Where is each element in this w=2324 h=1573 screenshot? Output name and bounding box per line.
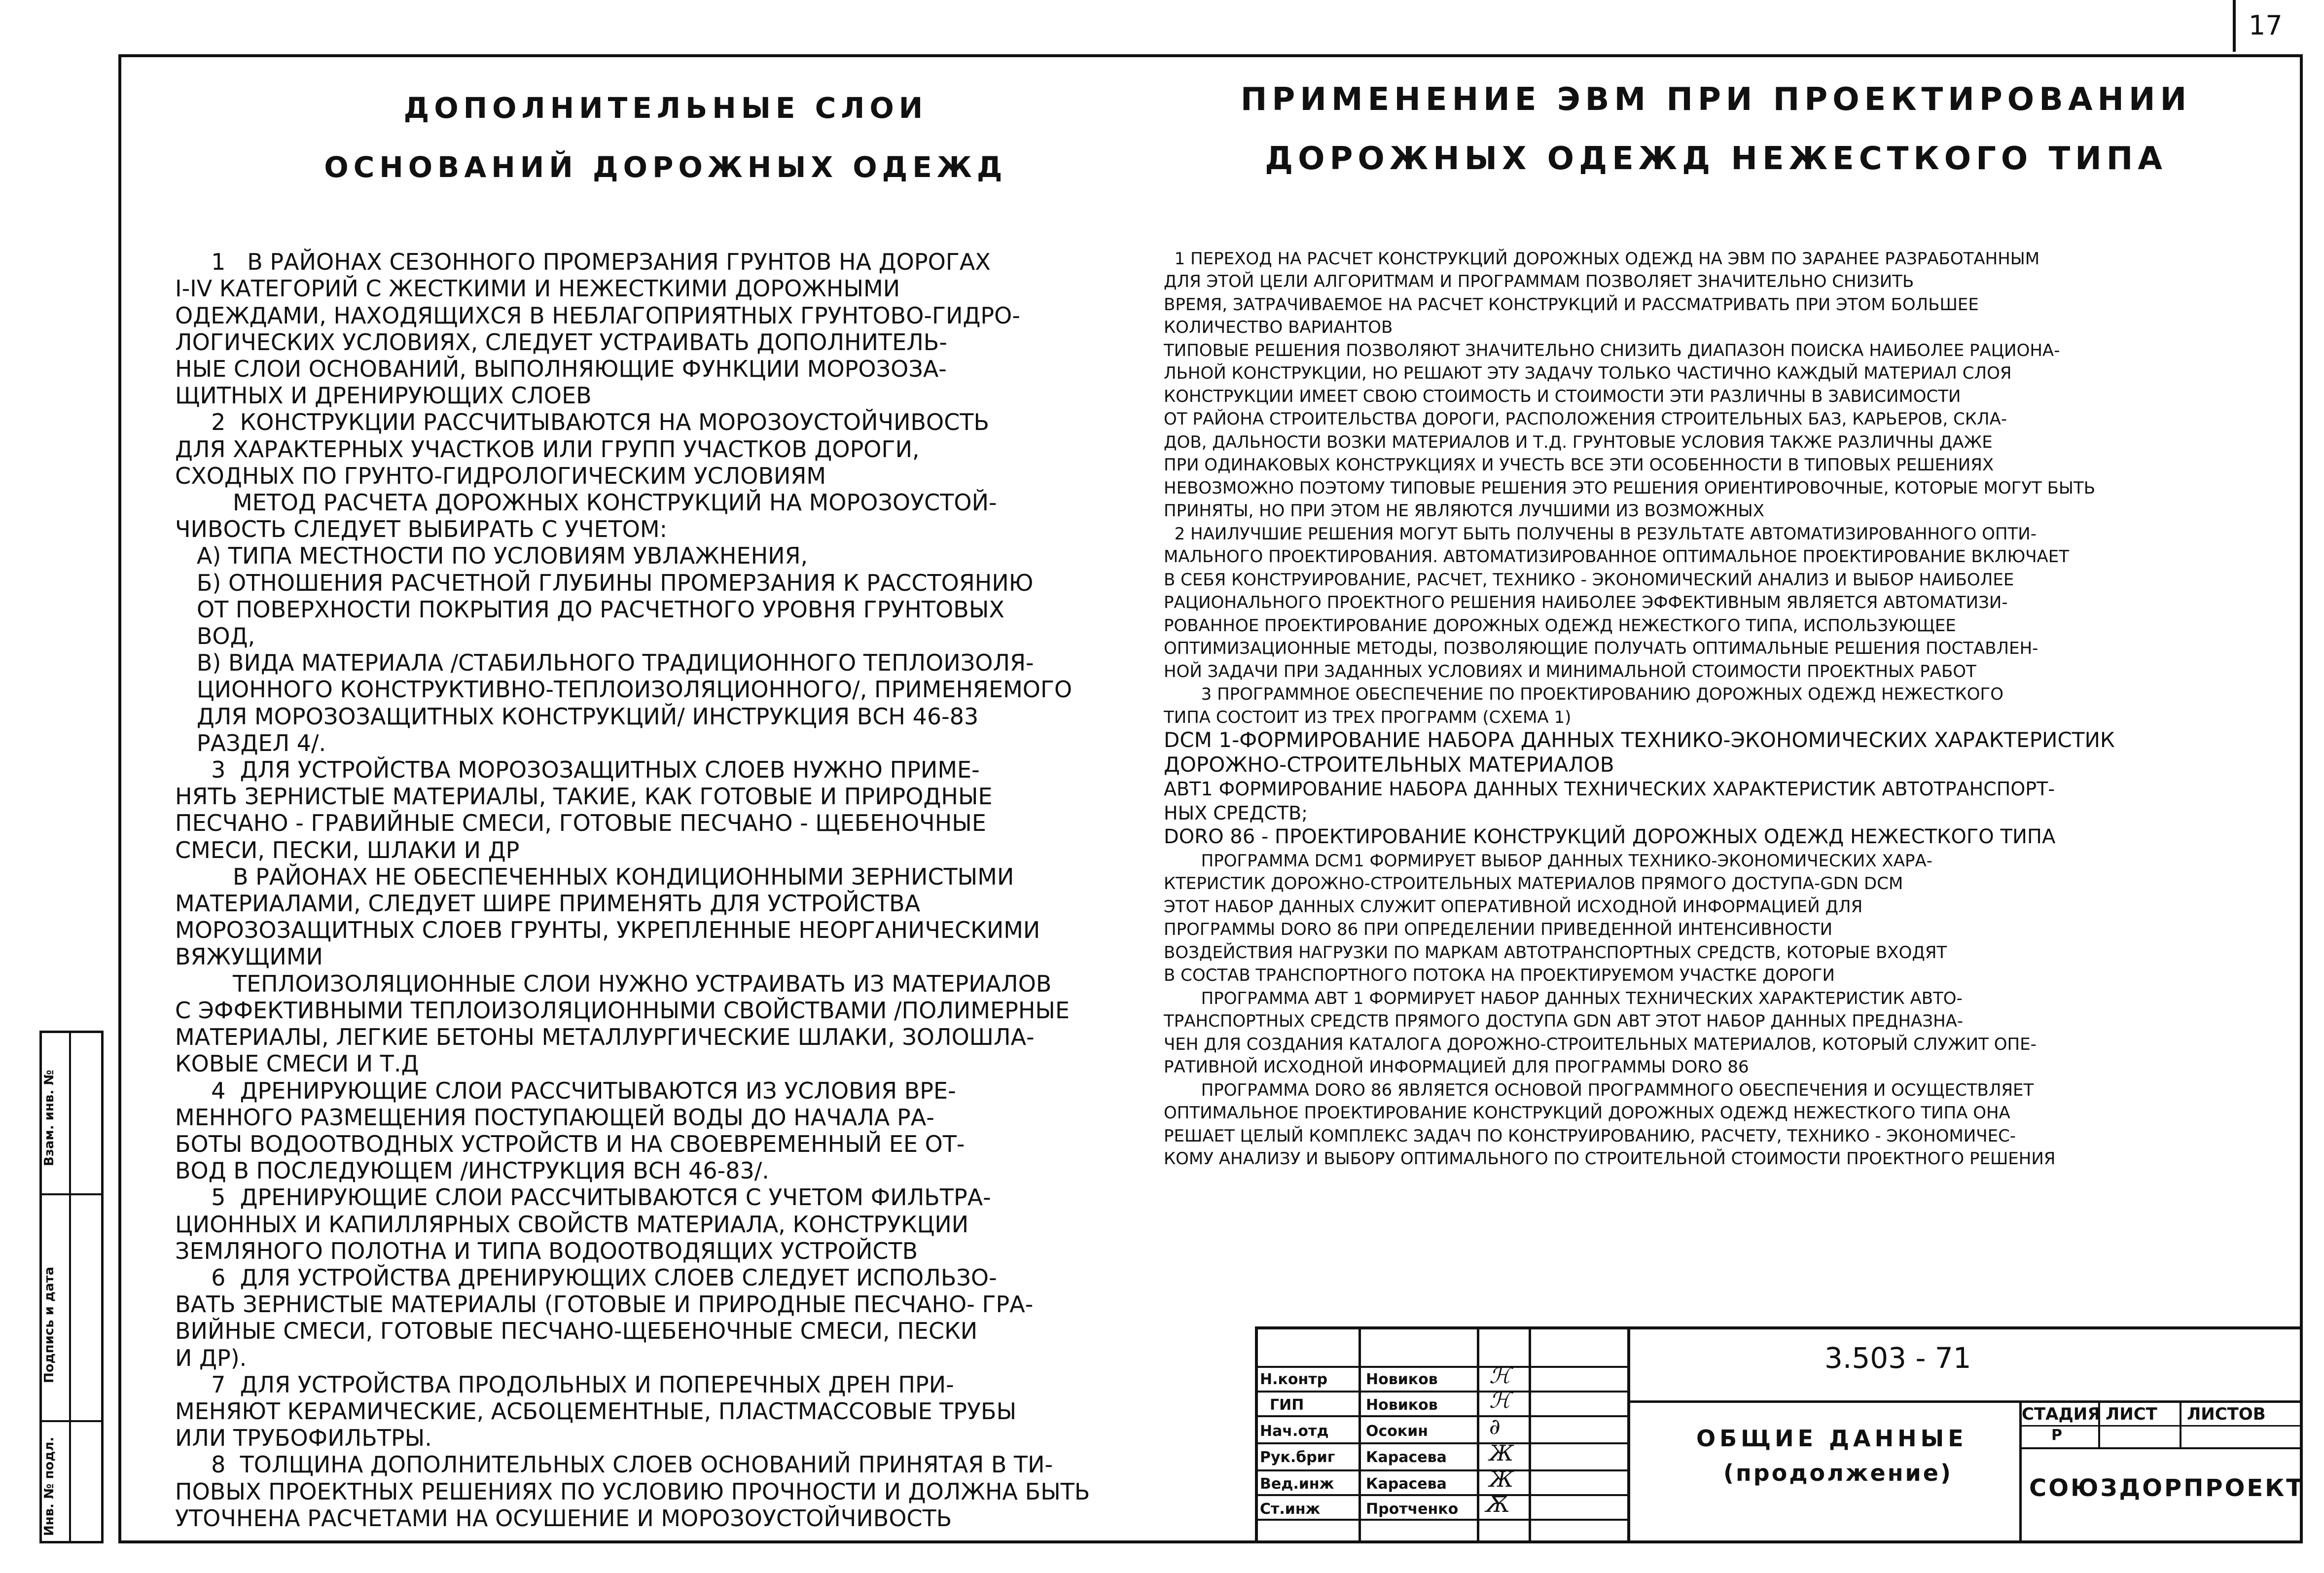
document-code: 3.503 - 71 bbox=[1824, 1341, 1971, 1375]
signature-mark: Ѫ bbox=[1484, 1492, 1509, 1517]
title-block-divider bbox=[1255, 1442, 1627, 1444]
document-title: ОБЩИЕ ДАННЫЕ bbox=[1696, 1425, 1967, 1452]
left-paragraph: 8 ТОЛЩИНА ДОПОЛНИТЕЛЬНЫХ СЛОЕВ ОСНОВАНИЙ ПРИНЯТАЯ В ТИ- ПОВЫХ ПРОЕКТНЫХ РЕШЕНИЯХ ПО УСЛОВИЮ ПРОЧНОСТИ И ДОЛЖНА БЫТЬ УТОЧНЕНА РАСЧЕТАМИ НА ОСУШЕНИЕ И МОРОЗОУСТОЙЧИВОСТЬ bbox=[175, 1451, 1090, 1532]
title-block-divider bbox=[1255, 1415, 1627, 1417]
title-block-divider bbox=[1255, 1469, 1627, 1471]
left-paragraph: В РАЙОНАХ НЕ ОБЕСПЕЧЕННЫХ КОНДИЦИОННЫМИ ЗЕРНИСТЫМИ МАТЕРИАЛАМИ, СЛЕДУЕТ ШИРЕ ПРИМЕНЯТЬ ДЛЯ УСТРОЙСТВА МОРОЗОЗАЩИТНЫХ СЛОЕВ ГРУНТЫ, УКРЕПЛЕННЫЕ НЕОРГАНИЧЕСКИМИ ВЯЖУЩИМИ bbox=[175, 863, 1040, 970]
signature-mark: Ж bbox=[1489, 1441, 1514, 1466]
signatory-role: Ст.инж bbox=[1260, 1501, 1321, 1518]
left-title-line2: ОСНОВАНИЙ ДОРОЖНЫХ ОДЕЖД bbox=[324, 150, 1007, 184]
right-title-line1: ПРИМЕНЕНИЕ ЭВМ ПРИ ПРОЕКТИРОВАНИИ bbox=[1240, 81, 2192, 118]
right-paragraph: DCM 1-ФОРМИРОВАНИЕ НАБОРА ДАННЫХ ТЕХНИКО-ЭКОНОМИЧЕСКИХ ХАРАКТЕРИСТИК ДОРОЖНО-СТРОИТЕЛЬНЫХ МАТЕРИАЛОВ bbox=[1164, 728, 2115, 777]
sheet-number: 17 bbox=[2249, 10, 2283, 41]
signatory-role: ГИП bbox=[1270, 1396, 1304, 1414]
title-block-divider bbox=[1255, 1391, 1627, 1393]
right-paragraph: 3 ПРОГРАММНОЕ ОБЕСПЕЧЕНИЕ ПО ПРОЕКТИРОВАНИЮ ДОРОЖНЫХ ОДЕЖД НЕЖЕСТКОГО ТИПА СОСТОИТ ИЗ ТРЕХ ПРОГРАММ (СХЕМА 1) bbox=[1164, 684, 2004, 727]
signatory-name: Осокин bbox=[1366, 1423, 1429, 1440]
right-paragraph: ПРОГРАММА ABT 1 ФОРМИРУЕТ НАБОР ДАННЫХ ТЕХНИЧЕСКИХ ХАРАКТЕРИСТИК АВТО- ТРАНСПОРТНЫХ СРЕДСТВ ПРЯМОГО ДОСТУПА GDN ABT ЭТОТ НАБОР ДАННЫХ ПРЕДНАЗНА- ЧЕН ДЛЯ СОЗДАНИЯ КАТАЛОГА ДОРОЖНО-СТРОИТЕЛЬНЫХ МАТЕРИАЛОВ, КОТОРЫЙ СЛУЖИТ ОПЕ- РАТИВНОЙ ИСХОДНОЙ ИНФОРМАЦИЕЙ ДЛЯ ПРОГРАММЫ DORO 86 bbox=[1164, 988, 2037, 1077]
stage-label: СТАДИЯ bbox=[2022, 1404, 2101, 1424]
right-paragraph: 2 НАИЛУЧШИЕ РЕШЕНИЯ МОГУТ БЫТЬ ПОЛУЧЕНЫ В РЕЗУЛЬТАТЕ АВТОМАТИЗИРОВАННОГО ОПТИ- МАЛЬНОГО ПРОЕКТИРОВАНИЯ. АВТОМАТИЗИРОВАННОЕ ОПТИМАЛЬНОЕ ПРОЕКТИРОВАНИЕ ВКЛЮЧАЕТ В СЕБЯ КОНСТРУИРОВАНИЕ, РАСЧЕТ, ТЕХНИКО - ЭКОНОМИЧЕСКИЙ АНАЛИЗ И ВЫБОР НАИБОЛЕЕ РАЦИОНАЛЬНОГО ПРОЕКТНОГО РЕШЕНИЯ НАИБОЛЕЕ ЭФФЕКТИВНЫМ ЯВЛЯЕТСЯ АВТОМАТИЗИ- РОВАННОЕ ПРОЕКТИРОВАНИЕ ДОРОЖНЫХ ОДЕЖД НЕЖЕСТКОГО ТИПА, ИСПОЛЬЗУЮЩЕЕ ОПТИМИЗАЦИОННЫЕ МЕТОДЫ, ПОЗВОЛЯЮЩИЕ ПОЛУЧАТЬ ОПТИМАЛЬНЫЕ РЕШЕНИЯ ПОСТАВЛЕН- НОЙ ЗАДАЧИ ПРИ ЗАДАННЫХ УСЛОВИЯХ И МИНИМАЛЬНОЙ СТОИМОСТИ ПРОЕКТНЫХ РАБОТ bbox=[1164, 524, 2070, 681]
title-block-divider bbox=[1255, 1494, 1627, 1496]
right-paragraph: DORO 86 - ПРОЕКТИРОВАНИЕ КОНСТРУКЦИЙ ДОРОЖНЫХ ОДЕЖД НЕЖЕСТКОГО ТИПА bbox=[1164, 825, 2056, 848]
signatory-role: Нач.отд bbox=[1260, 1423, 1329, 1440]
left-paragraph: 4 ДРЕНИРУЮЩИЕ СЛОИ РАССЧИТЫВАЮТСЯ ИЗ УСЛОВИЯ ВРЕ- МЕННОГО РАЗМЕЩЕНИЯ ПОСТУПАЮЩЕЙ ВОДЫ ДО НАЧАЛА РА- БОТЫ ВОДООТВОДНЫХ УСТРОЙСТВ И НА СВОЕВРЕМЕННЫЙ ЕЕ ОТ- ВОД В ПОСЛЕДУЮЩЕМ /ИНСТРУКЦИЯ ВСН 46-83/. bbox=[175, 1077, 965, 1184]
title-block-divider bbox=[1529, 1326, 1531, 1543]
left-body-text bbox=[175, 222, 1122, 1532]
signature-mark: Ж bbox=[1489, 1467, 1514, 1492]
organization-name: СОЮЗДОРПРОЕКТ bbox=[2029, 1474, 2305, 1502]
signatory-name: Карасева bbox=[1366, 1475, 1447, 1493]
signatory-name: Новиков bbox=[1366, 1396, 1438, 1414]
signature-mark: ℋ bbox=[1489, 1388, 1511, 1413]
left-paragraph: 3 ДЛЯ УСТРОЙСТВА МОРОЗОЗАЩИТНЫХ СЛОЕВ НУЖНО ПРИМЕ- НЯТЬ ЗЕРНИСТЫЕ МАТЕРИАЛЫ, ТАКИЕ, КАК ГОТОВЫЕ И ПРИРОДНЫЕ ПЕСЧАНО - ГРАВИЙНЫЕ СМЕСИ, ГОТОВЫЕ ПЕСЧАНО - ЩЕБЕНОЧНЫЕ СМЕСИ, ПЕСКИ, ШЛАКИ И ДР bbox=[175, 756, 993, 863]
sheet-label: ЛИСТ bbox=[2106, 1404, 2157, 1424]
signatory-name: Карасева bbox=[1366, 1449, 1447, 1466]
right-paragraph: ТИПОВЫЕ РЕШЕНИЯ ПОЗВОЛЯЮТ ЗНАЧИТЕЛЬНО СНИЗИТЬ ДИАПАЗОН ПОИСКА НАИБОЛЕЕ РАЦИОНА- ЛЬНОЙ КОНСТРУКЦИИ, НО РЕШАЮТ ЭТУ ЗАДАЧУ ТОЛЬКО ЧАСТИЧНО КАЖДЫЙ МАТЕРИАЛ СЛОЯ КОНСТРУКЦИИ ИМЕЕТ СВОЮ СТОИМОСТЬ И СТОИМОСТИ ЭТИ РАЗЛИЧНЫ В ЗАВИСИМОСТИ ОТ РАЙОНА СТРОИТЕЛЬСТВА ДОРОГИ, РАСПОЛОЖЕНИЯ СТРОИТЕЛЬНЫХ БАЗ, КАРЬЕРОВ, СКЛА- ДОВ, ДАЛЬНОСТИ ВОЗКИ МАТЕРИАЛОВ И Т.Д. ГРУНТОВЫЕ УСЛОВИЯ ТАКЖЕ РАЗЛИЧНЫ ДАЖЕ ПРИ ОДИНАКОВЫХ КОНСТРУКЦИЯХ И УЧЕСТЬ ВСЕ ЭТИ ОСОБЕННОСТИ В ТИПОВЫХ РЕШЕНИЯХ НЕВОЗМОЖНО ПОЭТОМУ ТИПОВЫЕ РЕШЕНИЯ ЭТО РЕШЕНИЯ ОРИЕНТИРОВОЧНЫЕ, КОТОРЫЕ МОГУТ БЫТЬ ПРИНЯТЫ, НО ПРИ ЭТОМ НЕ ЯВЛЯЮТСЯ ЛУЧШИМИ ИЗ ВОЗМОЖНЫХ bbox=[1164, 340, 2096, 521]
left-paragraph: 5 ДРЕНИРУЮЩИЕ СЛОИ РАССЧИТЫВАЮТСЯ С УЧЕТОМ ФИЛЬТРА- ЦИОННЫХ И КАПИЛЛЯРНЫХ СВОЙСТВ МАТЕРИАЛА, КОНСТРУКЦИИ ЗЕМЛЯНОГО ПОЛОТНА И ТИПА ВОДООТВОДЯЩИХ УСТРОЙСТВ bbox=[175, 1184, 991, 1264]
left-paragraph: 1 В РАЙОНАХ СЕЗОННОГО ПРОМЕРЗАНИЯ ГРУНТОВ НА ДОРОГАХ I-IV КАТЕГОРИЙ С ЖЕСТКИМИ И НЕЖЕСТКИМИ ДОРОЖНЫМИ ОДЕЖДАМИ, НАХОДЯЩИХСЯ В НЕБЛАГОПРИЯТНЫХ ГРУНТОВО-ГИДРО- ЛОГИЧЕСКИХ УСЛОВИЯХ, СЛЕДУЕТ УСТРАИВАТЬ ДОПОЛНИТЕЛЬ- НЫЕ СЛОИ ОСНОВАНИЙ, ВЫПОЛНЯЮЩИЕ ФУНКЦИИ МОРОЗОЗА- ЩИТНЫХ И ДРЕНИРУЮЩИХ СЛОЕВ bbox=[175, 249, 1020, 409]
title-block-divider bbox=[1627, 1400, 2303, 1403]
title-block-divider bbox=[2019, 1447, 2303, 1449]
side-stamp-divider bbox=[69, 1031, 71, 1543]
left-paragraph: 6 ДЛЯ УСТРОЙСТВА ДРЕНИРУЮЩИХ СЛОЕВ СЛЕДУЕТ ИСПОЛЬЗО- ВАТЬ ЗЕРНИСТЫЕ МАТЕРИАЛЫ (ГОТОВЫЕ И ПРИРОДНЫЕ ПЕСЧАНО- ГРА- ВИЙНЫЕ СМЕСИ, ГОТОВЫЕ ПЕСЧАНО-ЩЕБЕНОЧНЫЕ СМЕСИ, ПЕСКИ И ДР). bbox=[175, 1264, 1034, 1371]
signatory-name: Новиков bbox=[1366, 1371, 1438, 1388]
right-paragraph: ABT1 ФОРМИРОВАНИЕ НАБОРА ДАННЫХ ТЕХНИЧЕСКИХ ХАРАКТЕРИСТИК АВТОТРАНСПОРТ- НЫХ СРЕДСТВ; bbox=[1164, 778, 2055, 824]
signatory-name: Протченко bbox=[1366, 1501, 1459, 1518]
left-paragraph: ТЕПЛОИЗОЛЯЦИОННЫЕ СЛОИ НУЖНО УСТРАИВАТЬ ИЗ МАТЕРИАЛОВ С ЭФФЕКТИВНЫМИ ТЕПЛОИЗОЛЯЦИОННЫМИ СВОЙСТВАМИ /ПОЛИМЕРНЫЕ МАТЕРИАЛЫ, ЛЕГКИЕ БЕТОНЫ МЕТАЛЛУРГИЧЕСКИЕ ШЛАКИ, ЗОЛОШЛА- КОВЫЕ СМЕСИ И Т.Д bbox=[175, 970, 1070, 1077]
signature-mark: ∂ bbox=[1489, 1414, 1501, 1439]
signatory-role: Рук.бриг bbox=[1260, 1449, 1335, 1466]
right-paragraph: 1 ПЕРЕХОД НА РАСЧЕТ КОНСТРУКЦИЙ ДОРОЖНЫХ ОДЕЖД НА ЭВМ ПО ЗАРАНЕЕ РАЗРАБОТАННЫМ ДЛЯ ЭТОЙ ЦЕЛИ АЛГОРИТМАМ И ПРОГРАММАМ ПОЗВОЛЯЕТ ЗНАЧИТЕЛЬНО СНИЗИТЬ ВРЕМЯ, ЗАТРАЧИВАЕМОЕ НА РАСЧЕТ КОНСТРУКЦИЙ И РАССМАТРИВАТЬ ПРИ ЭТОМ БОЛЬШЕЕ КОЛИЧЕСТВО ВАРИАНТОВ bbox=[1164, 249, 2040, 337]
side-stamp-divider bbox=[39, 1193, 104, 1195]
left-paragraph: 2 КОНСТРУКЦИИ РАССЧИТЫВАЮТСЯ НА МОРОЗОУСТОЙЧИВОСТЬ ДЛЯ ХАРАКТЕРНЫХ УЧАСТКОВ ИЛИ ГРУПП УЧАСТКОВ ДОРОГИ, СХОДНЫХ ПО ГРУНТО-ГИДРОЛОГИЧЕСКИМ УСЛОВИЯМ bbox=[175, 409, 990, 489]
left-paragraph: МЕТОД РАСЧЕТА ДОРОЖНЫХ КОНСТРУКЦИЙ НА МОРОЗОУСТОЙ- ЧИВОСТЬ СЛЕДУЕТ ВЫБИРАТЬ С УЧЕТОМ: bbox=[175, 489, 997, 543]
title-block-divider bbox=[1255, 1519, 1627, 1521]
title-block-divider bbox=[1255, 1366, 1627, 1368]
right-title-line2: ДОРОЖНЫХ ОДЕЖД НЕЖЕСТКОГО ТИПА bbox=[1265, 141, 2167, 177]
title-block-divider bbox=[2180, 1400, 2181, 1447]
signatory-role: Н.контр bbox=[1260, 1371, 1328, 1388]
sheet-number-divider bbox=[2233, 0, 2236, 52]
title-block-divider bbox=[1477, 1326, 1479, 1543]
signatory-role: Вед.инж bbox=[1260, 1475, 1334, 1493]
signature-mark: ℋ bbox=[1489, 1363, 1511, 1389]
left-paragraph: А) ТИПА МЕСТНОСТИ ПО УСЛОВИЯМ УВЛАЖНЕНИЯ, Б) ОТНОШЕНИЯ РАСЧЕТНОЙ ГЛУБИНЫ ПРОМЕРЗАНИЯ К РАССТОЯНИЮ ОТ ПОВЕРХНОСТИ ПОКРЫТИЯ ДО РАСЧЕТНОГО УРОВНЯ ГРУНТОВЫХ ВОД, В) ВИДА МАТЕРИАЛА /СТАБИЛЬНОГО ТРАДИЦИОННОГО ТЕПЛОИЗОЛЯ- ЦИОННОГО КОНСТРУКТИВНО-ТЕПЛОИЗОЛЯЦИОННОГО/, ПРИМЕНЯЕМОГО ДЛЯ МОРОЗОЗАЩИТНЫХ КОНСТРУКЦИЙ/ ИНСТРУКЦИЯ ВСН 46-83 РАЗДЕЛ 4/. bbox=[196, 542, 1073, 756]
side-stamp-divider bbox=[39, 1420, 104, 1422]
sheets-label: ЛИСТОВ bbox=[2187, 1404, 2266, 1424]
title-block-divider bbox=[1359, 1326, 1361, 1543]
right-paragraph: ПРОГРАММА DCM1 ФОРМИРУЕТ ВЫБОР ДАННЫХ ТЕХНИКО-ЭКОНОМИЧЕСКИХ ХАРА- КТЕРИСТИК ДОРОЖНО-СТРОИТЕЛЬНЫХ МАТЕРИАЛОВ ПРЯМОГО ДОСТУПА-GDN DCM ЭТОТ НАБОР ДАННЫХ СЛУЖИТ ОПЕРАТИВНОЙ ИСХОДНОЙ ИНФОРМАЦИЕЙ ДЛЯ ПРОГРАММЫ DORO 86 ПРИ ОПРЕДЕЛЕНИИ ПРИВЕДЕННОЙ ИНТЕНСИВНОСТИ ВОЗДЕЙСТВИЯ НАГРУЗКИ ПО МАРКАМ АВТОТРАНСПОРТНЫХ СРЕДСТВ, КОТОРЫЕ ВХОДЯТ В СОСТАВ ТРАНСПОРТНОГО ПОТОКА НА ПРОЕКТИРУЕМОМ УЧАСТКЕ ДОРОГИ bbox=[1164, 851, 1947, 985]
document-subtitle: (продолжение) bbox=[1723, 1460, 1953, 1486]
left-title-line1: ДОПОЛНИТЕЛЬНЫЕ СЛОИ bbox=[403, 91, 928, 125]
stage-value: Р bbox=[2051, 1427, 2062, 1444]
side-stamp-label: Инв. № подл. bbox=[42, 1436, 57, 1536]
left-paragraph: 7 ДЛЯ УСТРОЙСТВА ПРОДОЛЬНЫХ И ПОПЕРЕЧНЫХ ДРЕН ПРИ- МЕНЯЮТ КЕРАМИЧЕСКИЕ, АСБОЦЕМЕНТНЫЕ, ПЛАСТМАССОВЫЕ ТРУБЫ ИЛИ ТРУБОФИЛЬТРЫ. bbox=[175, 1371, 1017, 1452]
side-stamp-label: Подпись и дата bbox=[42, 1266, 57, 1383]
right-paragraph: ПРОГРАММА DORO 86 ЯВЛЯЕТСЯ ОСНОВОЙ ПРОГРАММНОГО ОБЕСПЕЧЕНИЯ И ОСУЩЕСТВЛЯЕТ ОПТИМАЛЬНОЕ ПРОЕКТИРОВАНИЕ КОНСТРУКЦИЙ ДОРОЖНЫХ ОДЕЖД НЕЖЕСТКОГО ТИПА ОНА РЕШАЕТ ЦЕЛЫЙ КОМПЛЕКС ЗАДАЧ ПО КОНСТРУИРОВАНИЮ, РАСЧЕТУ, ТЕХНИКО - ЭКОНОМИЧЕС- КОМУ АНАЛИЗУ И ВЫБОРУ ОПТИМАЛЬНОГО ПО СТРОИТЕЛЬНОЙ СТОИМОСТИ ПРОЕКТНОГО РЕШЕНИЯ bbox=[1164, 1080, 2056, 1169]
title-block-divider bbox=[1627, 1326, 1630, 1543]
side-stamp-label: Взам. инв. № bbox=[42, 1070, 57, 1166]
right-body-text bbox=[1164, 224, 2268, 1171]
